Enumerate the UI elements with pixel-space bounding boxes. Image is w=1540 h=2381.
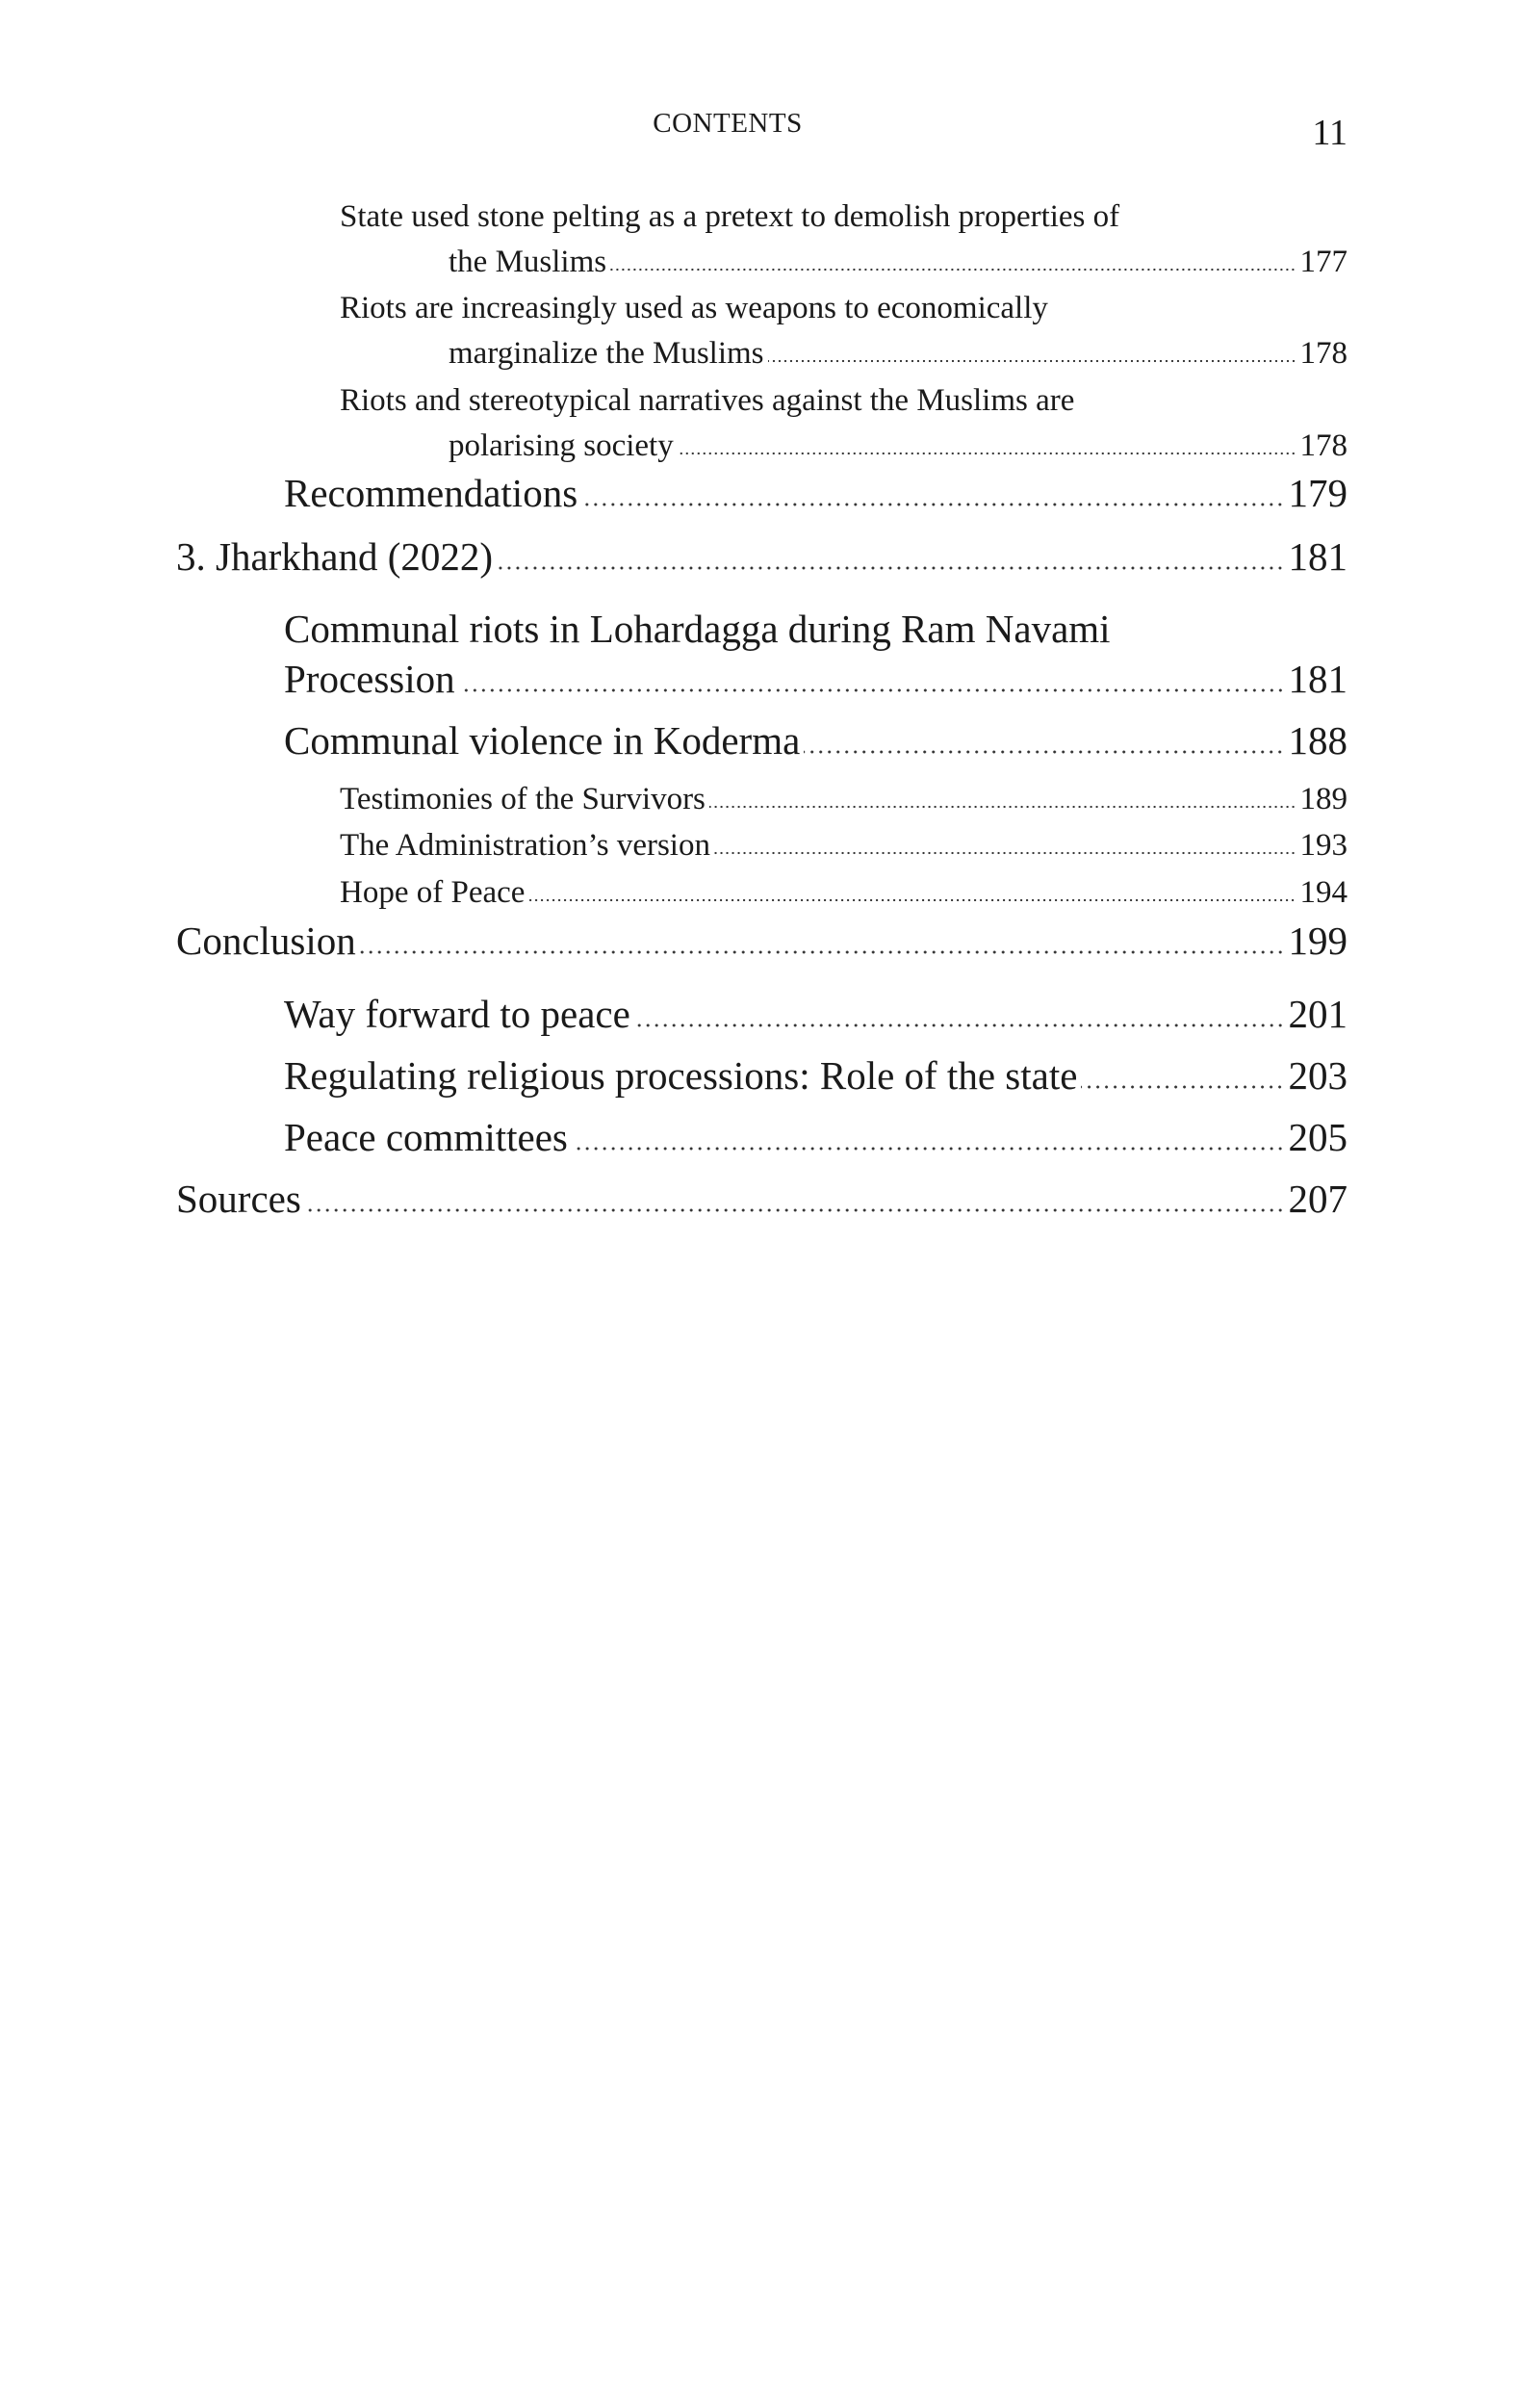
toc-entry-page: 205 xyxy=(1288,1115,1348,1159)
running-header: CONTENTS xyxy=(653,108,803,139)
page-number: 11 xyxy=(1312,113,1348,153)
dot-leader xyxy=(1081,1085,1284,1089)
toc-entry[interactable] xyxy=(284,1113,1348,1161)
toc-entry-title: 3. Jharkhand (2022) xyxy=(176,534,494,579)
dot-leader xyxy=(804,750,1284,754)
toc-entry[interactable] xyxy=(284,716,1348,764)
toc-entry[interactable] xyxy=(284,1051,1348,1100)
toc-entry-page: 189 xyxy=(1299,782,1348,816)
toc-entry-page: 194 xyxy=(1299,875,1348,910)
toc-entry-page: 177 xyxy=(1299,245,1348,279)
dot-leader xyxy=(709,805,1296,809)
dot-leader xyxy=(572,1147,1285,1151)
toc-entry[interactable] xyxy=(340,873,1348,912)
toc-entry-page: 181 xyxy=(1288,657,1348,701)
toc-entry-title: polarising society xyxy=(449,428,674,463)
toc-entry-title: Testimonies of the Survivors xyxy=(340,782,706,816)
toc-entry-page: 207 xyxy=(1288,1177,1348,1221)
dot-leader xyxy=(610,268,1296,272)
dot-leader xyxy=(581,503,1284,506)
toc-entry[interactable] xyxy=(284,655,1348,703)
dot-leader xyxy=(634,1023,1285,1027)
dot-leader xyxy=(678,452,1296,455)
toc-entry[interactable] xyxy=(176,1175,1348,1223)
dot-leader xyxy=(497,566,1284,570)
toc-entry-title: Procession xyxy=(284,657,455,701)
dot-leader xyxy=(528,898,1296,902)
toc-entry-title: marginalize the Muslims xyxy=(449,336,764,371)
toc-entry-title: Hope of Peace xyxy=(340,875,526,910)
dot-leader xyxy=(459,688,1285,692)
toc-entry-title: The Administration’s version xyxy=(340,828,710,863)
toc-entry-page: 188 xyxy=(1288,718,1348,763)
toc-entry-line: State used stone pelting as a pretext to demolish properties of xyxy=(340,199,1120,234)
toc-entry-title: Recommendations xyxy=(284,471,578,515)
toc-entry-title: the Muslims xyxy=(449,245,607,279)
toc-entry-page: 201 xyxy=(1288,992,1348,1036)
toc-entry-page: 179 xyxy=(1288,471,1348,515)
toc-entry[interactable] xyxy=(284,469,1348,517)
toc-entry[interactable] xyxy=(340,826,1348,865)
toc-entry-page: 178 xyxy=(1299,428,1348,463)
toc-entry[interactable] xyxy=(449,334,1348,373)
toc-entry-title: Sources xyxy=(176,1177,301,1221)
toc-entry[interactable] xyxy=(340,780,1348,818)
toc-entry-page: 181 xyxy=(1288,534,1348,579)
dot-leader xyxy=(360,950,1285,954)
toc-entry-page: 178 xyxy=(1299,336,1348,371)
toc-entry[interactable] xyxy=(449,243,1348,281)
toc-entry[interactable] xyxy=(284,990,1348,1038)
toc-entry-page: 199 xyxy=(1288,919,1348,963)
dot-leader xyxy=(768,359,1296,363)
toc-entry[interactable] xyxy=(449,427,1348,465)
toc-entry-title: Regulating religious processions: Role of the state xyxy=(284,1053,1078,1098)
toc-entry[interactable] xyxy=(176,917,1348,965)
toc-entry[interactable] xyxy=(176,532,1348,581)
toc-entry-line: Riots are increasingly used as weapons to economically xyxy=(340,291,1048,325)
dot-leader xyxy=(714,851,1296,855)
dot-leader xyxy=(305,1208,1285,1212)
toc-entry-line: Riots and stereotypical narratives against the Muslims are xyxy=(340,383,1075,418)
toc-entry-title: Way forward to peace xyxy=(284,992,630,1036)
toc-entry-title: Conclusion xyxy=(176,919,356,963)
toc-entry-page: 193 xyxy=(1299,828,1348,863)
toc-entry-title: Communal violence in Koderma xyxy=(284,718,801,763)
toc-entry-page: 203 xyxy=(1288,1053,1348,1098)
toc-entry-title: Peace committees xyxy=(284,1115,568,1159)
toc-entry-line: Communal riots in Lohardagga during Ram Navami xyxy=(284,607,1111,651)
